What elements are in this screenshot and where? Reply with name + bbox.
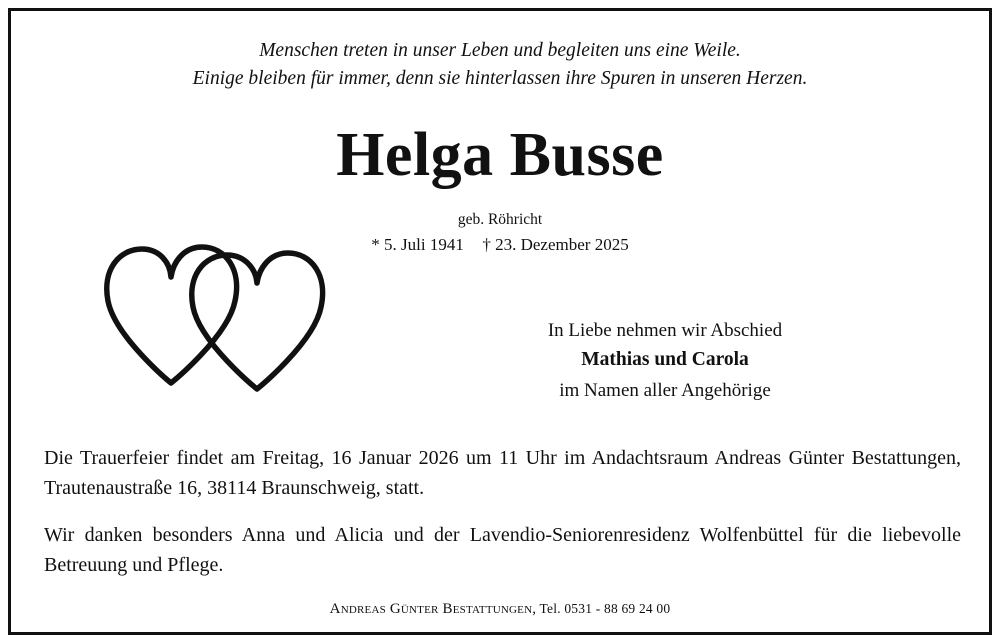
service-details: [44, 443, 961, 580]
two-hearts-icon: [97, 233, 342, 393]
family-subtitle: im Namen aller Angehörige: [559, 379, 771, 401]
maiden-name: geb. Röhricht: [457, 211, 543, 228]
footer-phone: Tel. 0531 - 88 69 24 00: [539, 601, 671, 616]
family-names: Mathias und Carola: [581, 349, 749, 371]
death-date: † 23. Dezember 2025: [482, 235, 629, 254]
service-paragraph: Die Trauerfeier findet am Freitag, 16 Januar 2026 um 11 Uhr im Andachtsraum Andreas Günter Bestattungen, Trautenaustraße 16, 38114 Braunschweig, statt.: [44, 447, 961, 499]
obituary-frame: [8, 8, 992, 635]
farewell-intro: In Liebe nehmen wir Abschied: [547, 320, 783, 341]
mourners-block: [371, 316, 959, 405]
footer-company: Andreas Günter Bestattungen,: [329, 601, 537, 617]
motto-line-2: Einige bleiben für immer, denn sie hinterlassen ihre Spuren in unseren Herzen.: [192, 67, 808, 89]
obituary-content: [11, 11, 989, 632]
thanks-paragraph: Wir danken besonders Anna und Alicia und der Lavendio-Seniorenresidenz Wolfenbüttel für die liebevolle Betreuung und Pflege.: [44, 524, 961, 576]
motto-line-1: Menschen treten in unser Leben und begleiten uns eine Weile.: [259, 40, 741, 61]
deceased-name: Helga Busse: [336, 121, 664, 189]
footer-line: [11, 601, 989, 618]
motto-block: [11, 37, 989, 92]
birth-date: * 5. Juli 1941: [371, 235, 464, 254]
